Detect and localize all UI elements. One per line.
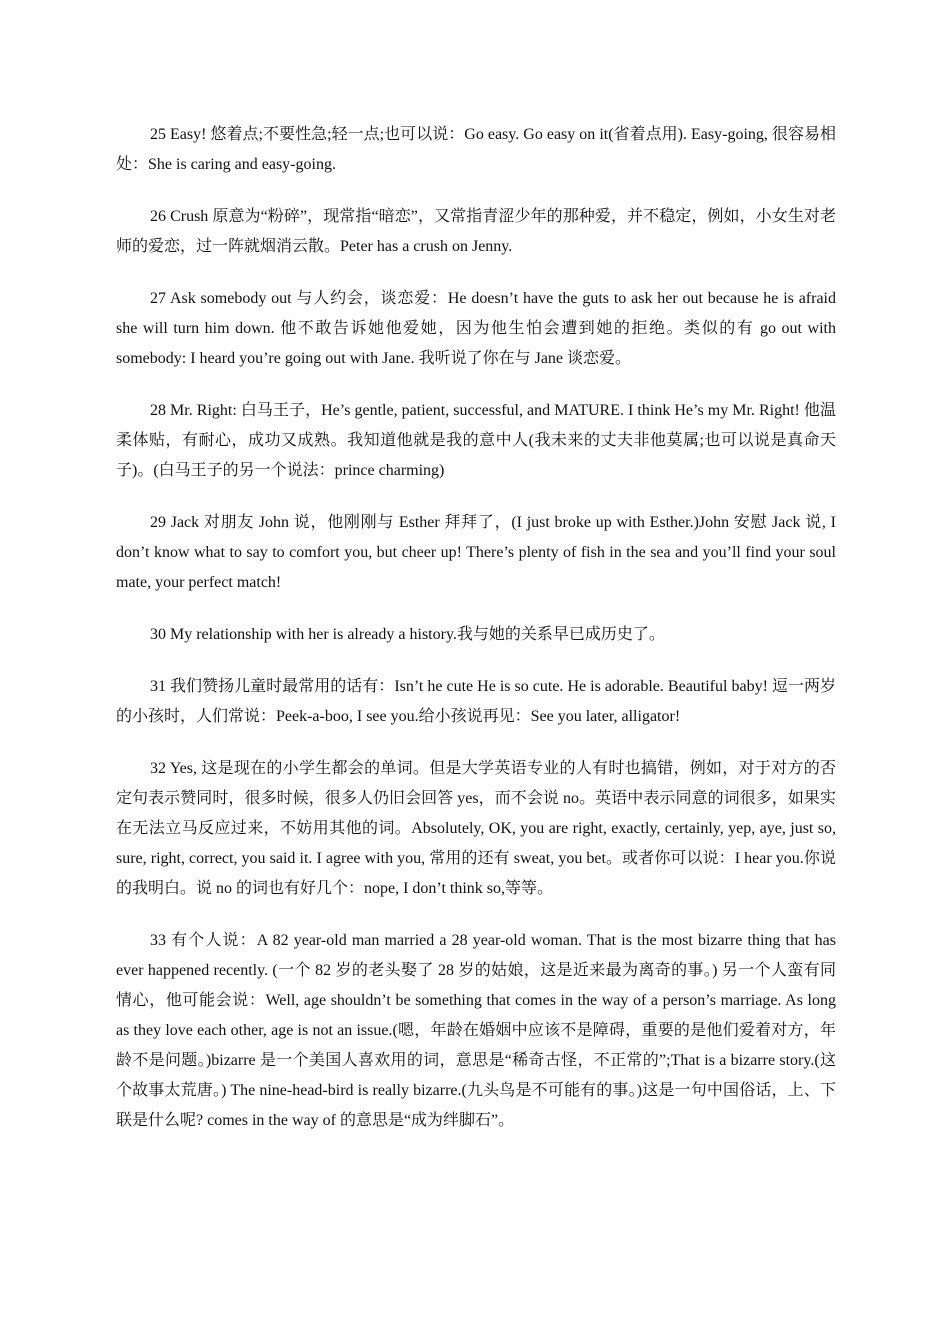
paragraph-26-crush: 26 Crush 原意为“粉碎”，现常指“暗恋”，又常指青涩少年的那种爱，并不稳定，例如，小女生对老师的爱恋，过一阵就烟消云散。Peter has a crush on Jenny.: [116, 208, 836, 255]
paragraph-31-praising-children: 31 我们赞扬儿童时最常用的话有：Isn’t he cute He is so cute. He is adorable. Beautiful baby! 逗一两岁的小孩时，人们常说：Peek-a-boo, I see you.给小孩说再见：See you later, alligator!: [116, 678, 836, 725]
paragraph-25-easy: 25 Easy! 悠着点;不要性急;轻一点;也可以说：Go easy. Go easy on it(省着点用). Easy-going, 很容易相处：She is caring and easy-going.: [116, 126, 836, 173]
paragraph-33-bizarre: 33 有个人说：A 82 year-old man married a 28 year-old woman. That is the most bizarre thing that has ever happened recently. (一个 82 岁的老头娶了 28 岁的姑娘，这是近来最为离奇的事。) 另一个人蛮有同情心，他可能会说：Well, age shouldn’t be something that comes in the way of a person’s marriage. As long as they love each other, age is not an issue.(嗯，年龄在婚姻中应该不是障碍，重要的是他们爱着对方，年龄不是问题。)bizarre 是一个美国人喜欢用的词，意思是“稀奇古怪，不正常的”;That is a bizarre story.(这个故事太荒唐。) The nine-head-bird is really bizarre.(九头鸟是不可能有的事。)这是一句中国俗话，上、下联是什么呢? comes in the way of 的意思是“成为绊脚石”。: [116, 932, 836, 1129]
paragraph-27-ask-somebody-out: 27 Ask somebody out 与人约会，谈恋爱：He doesn’t have the guts to ask her out because he is afraid she will turn him down. 他不敢告诉她他爱她，因为他生怕会遭到她的拒绝。类似的有 go out with somebody: I heard you’re going out with Jane. 我听说了你在与 Jane 谈恋爱。: [116, 290, 836, 367]
paragraph-32-yes: 32 Yes, 这是现在的小学生都会的单词。但是大学英语专业的人有时也搞错，例如，对于对方的否定句表示赞同时，很多时候，很多人仍旧会回答 yes，而不会说 no。英语中表示同意的词很多，如果实在无法立马反应过来，不妨用其他的词。Absolutely, OK, you are right, exactly, certainly, yep, aye, just so, sure, right, correct, you said it. I agree with you, 常用的还有 sweat, you bet。或者你可以说：I hear you.你说的我明白。说 no 的词也有好几个：nope, I don’t think so,等等。: [116, 760, 836, 897]
paragraph-28-mr-right: 28 Mr. Right: 白马王子，He’s gentle, patient, successful, and MATURE. I think He’s my Mr. Right! 他温柔体贴，有耐心，成功又成熟。我知道他就是我的意中人(我未来的丈夫非他莫属;也可以说是真命天子)。(白马王子的另一个说法：prince charming): [116, 402, 836, 479]
paragraph-29-jack-john: 29 Jack 对朋友 John 说，他刚刚与 Esther 拜拜了，(I just broke up with Esther.)John 安慰 Jack 说, I don’t know what to say to comfort you, but cheer up! There’s plenty of fish in the sea and you’ll find your soul mate, your perfect match!: [116, 514, 836, 591]
paragraph-30-relationship: 30 My relationship with her is already a history.我与她的关系早已成历史了。: [150, 626, 665, 643]
document-page: [116, 120, 836, 1158]
